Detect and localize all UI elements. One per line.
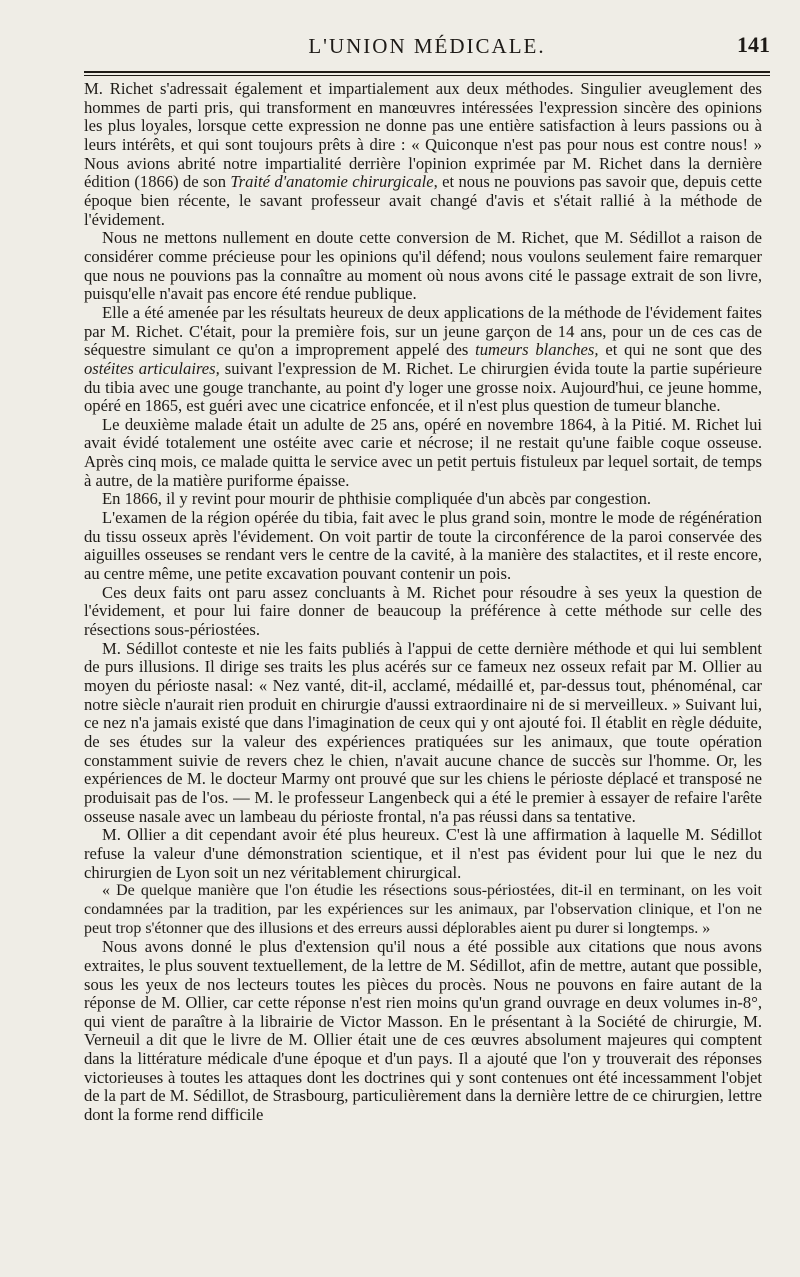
text-run: « De quelque manière que l'on étudie les résections sous-périostées, dit-il en terminant, on les voit condamnées par la tradition, par les expériences sur les animaux, par l'observation clinique, et l'on ne peut trop s'étonner que des illusions et des erreurs aussi déplorables aient pu durer si longtemps. » xyxy=(84,882,762,937)
paragraph xyxy=(84,80,762,229)
paragraph xyxy=(84,640,762,827)
header-rule-thin xyxy=(84,75,770,76)
page-header xyxy=(84,30,770,70)
paragraph xyxy=(84,229,762,304)
paragraph xyxy=(84,826,762,882)
text-run: Ces deux faits ont paru assez concluants à M. Richet pour résoudre à ses yeux la question de l'évidement, et pour lui faire donner de beaucoup la préférence à cette méthode sur celle des résections sous-périostées. xyxy=(84,582,762,640)
text-run: Nous ne mettons nullement en doute cette conversion de M. Richet, que M. Sédillot a raison de considérer comme précieuse pour les opinions qu'il défend; nous voulons seulement faire remarquer que nous ne pouvions pas la connaître au moment où nous avons cité le passage extrait de son livre, puisqu'elle n'avait pas encore été rendue publique. xyxy=(84,228,762,304)
paragraph xyxy=(84,509,762,584)
text-run: L'examen de la région opérée du tibia, fait avec le plus grand soin, montre le mode de régénération du tissu osseux après l'évidement. On voit partir de toute la circonférence de la paroi conservée des aiguilles osseuses se rendant vers le centre de la cavité, à la manière des stalactites, et il reste encore, au centre même, une petite excavation pouvant contenir un pois. xyxy=(84,508,762,584)
text-run: En 1866, il y revint pour mourir de phthisie compliquée d'un abcès par congestion. xyxy=(102,489,652,509)
italic-title: Traité d'anatomie chirurgicale xyxy=(230,172,434,192)
paragraph xyxy=(84,938,762,1125)
paragraph xyxy=(84,882,762,938)
body-text xyxy=(84,80,762,1125)
text-run: M. Sédillot conteste et nie les faits publiés à l'appui de cette dernière méthode et qui lui semblent de purs illusions. Il dirige ses traits les plus acérés sur ce fameux nez osseux refait par M. Ollier au moyen du périoste nasal: « Nez vanté, dit-il, acclamé, médaillé et, par-dessus tout, phénoménal, car notre siècle n'aurait rien produit en chirurgie d'aussi extraordinaire ni de si merveilleux. » Suivant lui, ce nez n'a jamais existé que dans l'imagination de ceux qui y ont ajouté foi. Il établit en règle déduite, de ses études sur la valeur des expériences pratiquées sur les animaux, que toute opération constamment suivie de revers chez le chien, n'avait aucune chance de succès sur l'homme. Or, les expériences de M. le docteur Marmy ont prouvé que sur les chiens le périoste déplacé et transposé ne produisait pas de l'os. — M. le professeur Langenbeck qui a été le premier à essayer de refaire l'arête osseuse nasale avec un lambeau du périoste frontal, n'a pas réussi dans sa tentative. xyxy=(84,638,762,826)
text-run: Nous avons donné le plus d'extension qu'il nous a été possible aux citations que nous avons extraites, le plus souvent textuellement, de la lettre de M. Sédillot, afin de mettre, autant que possible, sous les yeux de nos lecteurs toutes les pièces du procès. Nous ne pouvons en faire autant de la réponse de M. Ollier, car cette réponse n'est rien moins qu'un grand ouvrage en deux volumes in-8°, qui vient de paraître à la librairie de Victor Masson. En le présentant à la Société de chirurgie, M. Verneuil a dit que le livre de M. Ollier était une de ces œuvres absolument majeures qui comptent dans la littérature médicale d'une époque et d'un pays. Il a ajouté que l'on y trouverait des réponses victorieuses à toutes les attaques dont les doctrines qui y sont contenues ont été incessamment l'objet de la part de M. Sédillot, de Strasbourg, particulièrement dans la dernière lettre de ce chirurgien, lettre dont la forme rend difficile xyxy=(84,937,762,1125)
text-run: , et nous ne pouvions pas savoir que, depuis cette époque bien récente, le savant professeur avait changé d'avis et s'était rallié à la méthode de l'évidement. xyxy=(84,172,762,229)
page-number: 141 xyxy=(737,32,770,57)
text-run: Le deuxième malade était un adulte de 25 ans, opéré en novembre 1864, à la Pitié. M. Richet lui avait évidé totalement une ostéite avec carie et nécrose; il ne restait qu'une faible coque osseuse. Après cinq mois, ce malade quitta le service avec un petit pertuis fistuleux par lequel sortait, de temps à autre, de la matière puriforme épaisse. xyxy=(84,414,762,490)
paragraph xyxy=(84,304,762,416)
text-run: M. Ollier a dit cependant avoir été plus heureux. C'est là une affirmation à laquelle M. Sédillot refuse la valeur d'une démonstration scientique, et il n'est pas évident pour lui que le nez du chirurgien de Lyon soit un nez véritablement chirurgical. xyxy=(84,825,762,882)
text-run: suivant l'expression de M. Richet. Le chirurgien évida toute la partie supérieure du tibia avec une gouge tranchante, au point d'y loger une grosse noix. Aujourd'hui, ce jeune homme, opéré en 1865, est guéri avec une cicatrice enfoncée, et il n'est plus question de tumeur blanche. xyxy=(84,358,762,416)
italic-title: ostéites articulaires, xyxy=(84,358,220,378)
text-run: M. Richet s'adressait également et impartialement aux deux méthodes. Singulier aveuglement des hommes de parti pris, qui transforment en manœuvres intéressées l'expression sincère des opinions les plus loyales, lorsque cette expression ne donne pas une entière satisfaction à leurs passions ou à leurs intérêts, et qui sont toujours prêts à dire : « Quiconque n'est pas pour nous est contre nous! » Nous avions abrité notre impartialité derrière l'opinion exprimée par M. Richet dans la dernière édition (1866) de son xyxy=(84,79,762,192)
text-run: Elle a été amenée par les résultats heureux de deux applications de la méthode de l'évidement faites par M. Richet. C'était, pour la première fois, sur un jeune garçon de 14 ans, pour un de ces cas de séquestre simulant ce qu'on a improprement appelé des xyxy=(84,302,763,360)
paragraph xyxy=(84,416,762,491)
text-run: et qui ne sont que des xyxy=(598,340,762,360)
paragraph xyxy=(84,584,762,640)
header-rule-thick xyxy=(84,71,770,73)
running-title: L'UNION MÉDICALE. xyxy=(308,34,546,58)
italic-title: tumeurs blanches, xyxy=(475,340,599,360)
paragraph xyxy=(84,490,762,509)
